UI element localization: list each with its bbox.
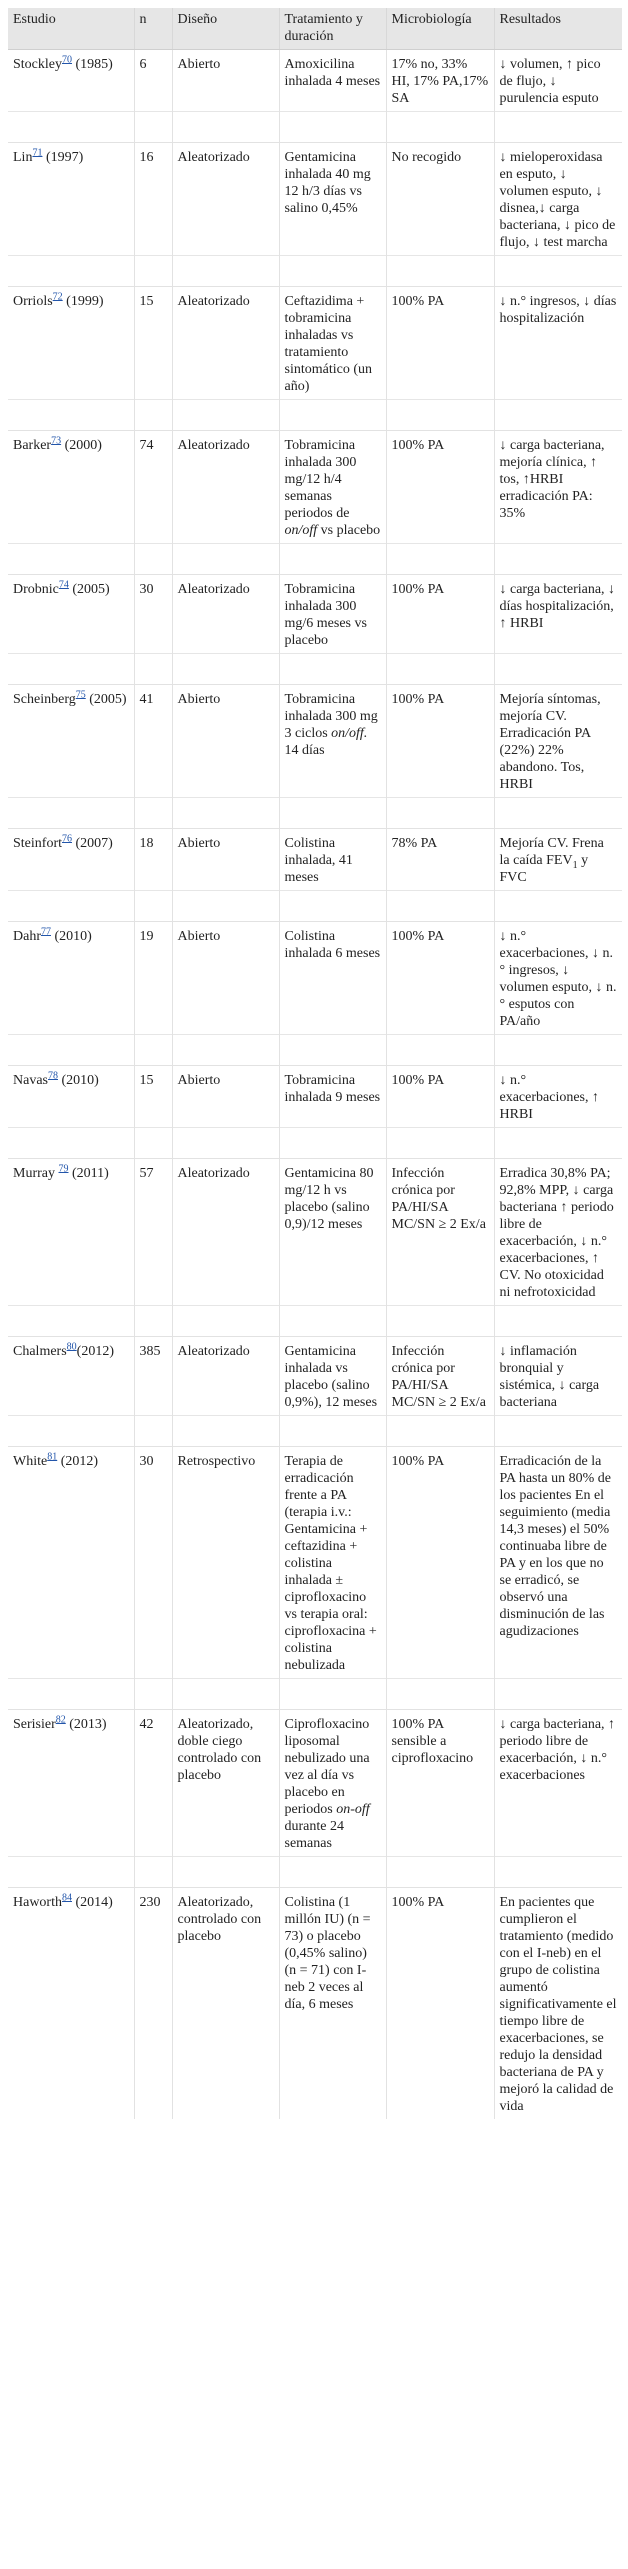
study-year: (2005) bbox=[89, 692, 127, 707]
study-author: Murray bbox=[13, 1166, 59, 1181]
study-year: (1985) bbox=[75, 57, 113, 72]
table-row bbox=[8, 143, 622, 256]
n-cell: 15 bbox=[134, 287, 172, 400]
design-cell: Aleatorizado bbox=[172, 575, 279, 654]
study-cell bbox=[8, 1447, 134, 1679]
treatment-cell: Amoxicilina inhalada 4 meses bbox=[279, 50, 386, 112]
results-cell: ↓ n.° ingresos, ↓ días hospitalización bbox=[494, 287, 622, 400]
table-row bbox=[8, 431, 622, 544]
treatment-cell: Gentamicina 80 mg/12 h vs placebo (salino 0,9)/12 meses bbox=[279, 1159, 386, 1306]
treatment-cell bbox=[279, 685, 386, 798]
micro-cell: 78% PA bbox=[386, 829, 494, 891]
results-subscript: 1 bbox=[572, 859, 578, 871]
results-cell: ↓ volumen, ↑ pico de flujo, ↓ purulencia esputo bbox=[494, 50, 622, 112]
study-author: Haworth bbox=[13, 1895, 62, 1910]
micro-cell: 100% PA bbox=[386, 287, 494, 400]
study-year: (2000) bbox=[64, 438, 102, 453]
table-row bbox=[8, 287, 622, 400]
results-text: Mejoría CV. Frena la caída FEV bbox=[499, 836, 604, 868]
treatment-text: Ciprofloxacino liposomal nebulizado una vez al día vs placebo en periodos bbox=[284, 1717, 370, 1817]
study-cell bbox=[8, 1710, 134, 1857]
treatment-cell: Tobramicina inhalada 9 meses bbox=[279, 1066, 386, 1128]
treatment-cell: Colistina inhalada, 41 meses bbox=[279, 829, 386, 891]
table-row bbox=[8, 685, 622, 798]
results-cell: Erradicación de la PA hasta un 80% de los pacientes En el seguimiento (media 14,3 meses) el 50% continuaba libre de PA y en los que no se erradicó, se observó una disminución de las agudizaciones bbox=[494, 1447, 622, 1679]
header-microbiologia: Microbiología bbox=[386, 8, 494, 50]
reference-link[interactable]: 70 bbox=[62, 54, 72, 66]
n-cell: 16 bbox=[134, 143, 172, 256]
n-cell: 15 bbox=[134, 1066, 172, 1128]
study-cell bbox=[8, 575, 134, 654]
treatment-cell: Colistina inhalada 6 meses bbox=[279, 922, 386, 1035]
design-cell: Abierto bbox=[172, 50, 279, 112]
micro-cell: 100% PA bbox=[386, 922, 494, 1035]
study-author: Steinfort bbox=[13, 836, 62, 851]
treatment-emphasis: on-off bbox=[336, 1802, 370, 1817]
reference-link[interactable]: 77 bbox=[41, 926, 51, 938]
treatment-cell bbox=[279, 1710, 386, 1857]
micro-cell: 100% PA bbox=[386, 1066, 494, 1128]
study-author: Barker bbox=[13, 438, 52, 453]
design-cell: Aleatorizado bbox=[172, 287, 279, 400]
reference-link[interactable]: 80 bbox=[66, 1341, 77, 1353]
study-author: Stockley bbox=[13, 57, 62, 72]
design-cell: Aleatorizado bbox=[172, 143, 279, 256]
header-diseno: Diseño bbox=[172, 8, 279, 50]
design-cell: Abierto bbox=[172, 685, 279, 798]
row-spacer bbox=[8, 544, 622, 575]
reference-link[interactable]: 79 bbox=[58, 1163, 69, 1175]
study-year: (2010) bbox=[54, 929, 92, 944]
micro-cell: 100% PA bbox=[386, 1888, 494, 2120]
table-row bbox=[8, 1888, 622, 2120]
n-cell: 30 bbox=[134, 1447, 172, 1679]
design-cell: Aleatorizado bbox=[172, 1159, 279, 1306]
design-cell: Aleatorizado bbox=[172, 1337, 279, 1416]
study-author: Navas bbox=[13, 1073, 48, 1088]
reference-link[interactable]: 81 bbox=[47, 1451, 58, 1463]
reference-link[interactable]: 78 bbox=[48, 1070, 58, 1082]
table-row bbox=[8, 50, 622, 112]
treatment-emphasis: on/off. bbox=[331, 726, 368, 741]
table-row bbox=[8, 1447, 622, 1679]
design-cell: Aleatorizado bbox=[172, 431, 279, 544]
study-year: (2007) bbox=[75, 836, 113, 851]
study-year: (2014) bbox=[75, 1895, 113, 1910]
table-row bbox=[8, 829, 622, 891]
results-cell: En pacientes que cumplieron el tratamiento (medido con el I-neb) en el grupo de colistina aumentó significativamente el tiempo libre de exacerbaciones, se redujo la densidad bacteriana de PA y mejoró la calidad de vida bbox=[494, 1888, 622, 2120]
reference-link[interactable]: 73 bbox=[51, 435, 62, 447]
micro-cell: No recogido bbox=[386, 143, 494, 256]
micro-cell: 100% PA bbox=[386, 575, 494, 654]
results-cell: Mejoría síntomas, mejoría CV. Erradicación PA (22%) 22% abandono. Tos, HRBI bbox=[494, 685, 622, 798]
study-year: (2013) bbox=[69, 1717, 107, 1732]
results-cell: ↓ inflamación bronquial y sistémica, ↓ carga bacteriana bbox=[494, 1337, 622, 1416]
row-spacer bbox=[8, 256, 622, 287]
study-cell bbox=[8, 143, 134, 256]
n-cell: 74 bbox=[134, 431, 172, 544]
study-author: Scheinberg bbox=[13, 692, 76, 707]
micro-cell: 17% no, 33% HI, 17% PA,17% SA bbox=[386, 50, 494, 112]
design-cell: Abierto bbox=[172, 829, 279, 891]
design-cell: Abierto bbox=[172, 1066, 279, 1128]
treatment-text: durante 24 semanas bbox=[284, 1819, 344, 1851]
n-cell: 230 bbox=[134, 1888, 172, 2120]
study-cell bbox=[8, 1159, 134, 1306]
treatment-cell: Tobramicina inhalada 300 mg/6 meses vs placebo bbox=[279, 575, 386, 654]
n-cell: 19 bbox=[134, 922, 172, 1035]
treatment-cell: Gentamicina inhalada 40 mg 12 h/3 días vs salino 0,45% bbox=[279, 143, 386, 256]
n-cell: 18 bbox=[134, 829, 172, 891]
treatment-text: vs placebo bbox=[317, 523, 381, 538]
n-cell: 6 bbox=[134, 50, 172, 112]
micro-cell: Infección crónica por PA/HI/SA MC/SN ≥ 2 Ex/a bbox=[386, 1337, 494, 1416]
results-cell: ↓ n.° exacerbaciones, ↑ HRBI bbox=[494, 1066, 622, 1128]
results-cell bbox=[494, 829, 622, 891]
treatment-text: 14 días bbox=[284, 743, 325, 758]
treatment-text: Tobramicina inhalada 300 mg 3 ciclos bbox=[284, 692, 378, 741]
row-spacer bbox=[8, 1035, 622, 1066]
study-cell bbox=[8, 922, 134, 1035]
table-row bbox=[8, 1159, 622, 1306]
treatment-text: Tobramicina inhalada 300 mg/12 h/4 semanas periodos de bbox=[284, 438, 357, 521]
treatment-cell: Ceftazidima + tobramicina inhaladas vs tratamiento sintomático (un año) bbox=[279, 287, 386, 400]
micro-cell: 100% PA bbox=[386, 431, 494, 544]
study-author: Drobnic bbox=[13, 582, 59, 597]
treatment-cell: Colistina (1 millón IU) (n = 73) o placebo (0,45% salino) (n = 71) con I-neb 2 veces al día, 6 meses bbox=[279, 1888, 386, 2120]
study-author: Dahr bbox=[13, 929, 41, 944]
micro-cell: 100% PA bbox=[386, 1447, 494, 1679]
study-cell bbox=[8, 685, 134, 798]
design-cell: Retrospectivo bbox=[172, 1447, 279, 1679]
reference-link[interactable]: 82 bbox=[55, 1714, 66, 1726]
n-cell: 385 bbox=[134, 1337, 172, 1416]
study-year: (2012) bbox=[60, 1454, 99, 1469]
treatment-cell: Terapia de erradicación frente a PA (terapia i.v.: Gentamicina + ceftazidina + colistina inhalada ± ciprofloxacino vs terapia oral: ciprofloxacina + colistina nebulizada bbox=[279, 1447, 386, 1679]
results-text: y FVC bbox=[499, 853, 589, 885]
study-year: (2011) bbox=[72, 1166, 109, 1181]
row-spacer bbox=[8, 1416, 622, 1447]
table-row bbox=[8, 1337, 622, 1416]
table-row bbox=[8, 922, 622, 1035]
table-row bbox=[8, 575, 622, 654]
study-author: Orriols bbox=[13, 294, 53, 309]
treatment-cell: Gentamicina inhalada vs placebo (salino 0,9%), 12 meses bbox=[279, 1337, 386, 1416]
results-cell: ↓ carga bacteriana, mejoría clínica, ↑ tos, ↑HRBI erradicación PA: 35% bbox=[494, 431, 622, 544]
results-cell: Erradica 30,8% PA; 92,8% MPP, ↓ carga bacteriana ↑ periodo libre de exacerbación, ↓ n.° exacerbaciones, ↑ CV. No otoxicidad ni nefrotoxicidad bbox=[494, 1159, 622, 1306]
header-resultados: Resultados bbox=[494, 8, 622, 50]
study-author: Lin bbox=[13, 150, 33, 165]
treatment-emphasis: on/off bbox=[284, 523, 318, 538]
row-spacer bbox=[8, 798, 622, 829]
study-year: (1997) bbox=[45, 150, 84, 165]
n-cell: 41 bbox=[134, 685, 172, 798]
row-spacer bbox=[8, 891, 622, 922]
study-cell bbox=[8, 431, 134, 544]
table-header-row bbox=[8, 8, 622, 50]
design-cell: Abierto bbox=[172, 922, 279, 1035]
header-estudio: Estudio bbox=[8, 8, 134, 50]
reference-link[interactable]: 76 bbox=[62, 833, 72, 845]
micro-cell: Infección crónica por PA/HI/SA MC/SN ≥ 2 Ex/a bbox=[386, 1159, 494, 1306]
results-cell: ↓ n.° exacerbaciones, ↓ n.° ingresos, ↓ volumen esputo, ↓ n.° esputos con PA/año bbox=[494, 922, 622, 1035]
row-spacer bbox=[8, 112, 622, 143]
study-cell bbox=[8, 1066, 134, 1128]
results-cell: ↓ carga bacteriana, ↑ periodo libre de exacerbación, ↓ n.° exacerbaciones bbox=[494, 1710, 622, 1857]
study-year: (2010) bbox=[61, 1073, 99, 1088]
header-n: n bbox=[134, 8, 172, 50]
table-row bbox=[8, 1710, 622, 1857]
study-cell bbox=[8, 1337, 134, 1416]
reference-link[interactable]: 75 bbox=[75, 689, 86, 701]
micro-cell: 100% PA sensible a ciprofloxacino bbox=[386, 1710, 494, 1857]
n-cell: 57 bbox=[134, 1159, 172, 1306]
study-author: Chalmers bbox=[13, 1344, 67, 1359]
study-cell bbox=[8, 1888, 134, 2120]
study-author: Serisier bbox=[13, 1717, 56, 1732]
reference-link[interactable]: 74 bbox=[58, 579, 69, 591]
row-spacer bbox=[8, 400, 622, 431]
row-spacer bbox=[8, 654, 622, 685]
reference-link[interactable]: 72 bbox=[52, 291, 63, 303]
study-cell bbox=[8, 287, 134, 400]
study-cell bbox=[8, 50, 134, 112]
micro-cell: 100% PA bbox=[386, 685, 494, 798]
n-cell: 42 bbox=[134, 1710, 172, 1857]
study-author: White bbox=[13, 1454, 48, 1469]
row-spacer bbox=[8, 1128, 622, 1159]
results-cell: ↓ mieloperoxidasa en esputo, ↓ volumen esputo, ↓ disnea,↓ carga bacteriana, ↓ pico de flujo, ↓ test marcha bbox=[494, 143, 622, 256]
design-cell: Aleatorizado, controlado con placebo bbox=[172, 1888, 279, 2120]
row-spacer bbox=[8, 1679, 622, 1710]
treatment-cell bbox=[279, 431, 386, 544]
results-cell: ↓ carga bacteriana, ↓ días hospitalización, ↑ HRBI bbox=[494, 575, 622, 654]
table-row bbox=[8, 1066, 622, 1128]
study-year: (2012) bbox=[76, 1344, 114, 1359]
reference-link[interactable]: 84 bbox=[62, 1892, 72, 1904]
study-year: (2005) bbox=[72, 582, 110, 597]
n-cell: 30 bbox=[134, 575, 172, 654]
row-spacer bbox=[8, 1857, 622, 1888]
reference-link[interactable]: 71 bbox=[32, 147, 43, 159]
studies-table bbox=[8, 8, 622, 2119]
row-spacer bbox=[8, 1306, 622, 1337]
study-cell bbox=[8, 829, 134, 891]
study-year: (1999) bbox=[66, 294, 104, 309]
header-tratamiento: Tratamiento y duración bbox=[279, 8, 386, 50]
design-cell: Aleatorizado, doble ciego controlado con placebo bbox=[172, 1710, 279, 1857]
